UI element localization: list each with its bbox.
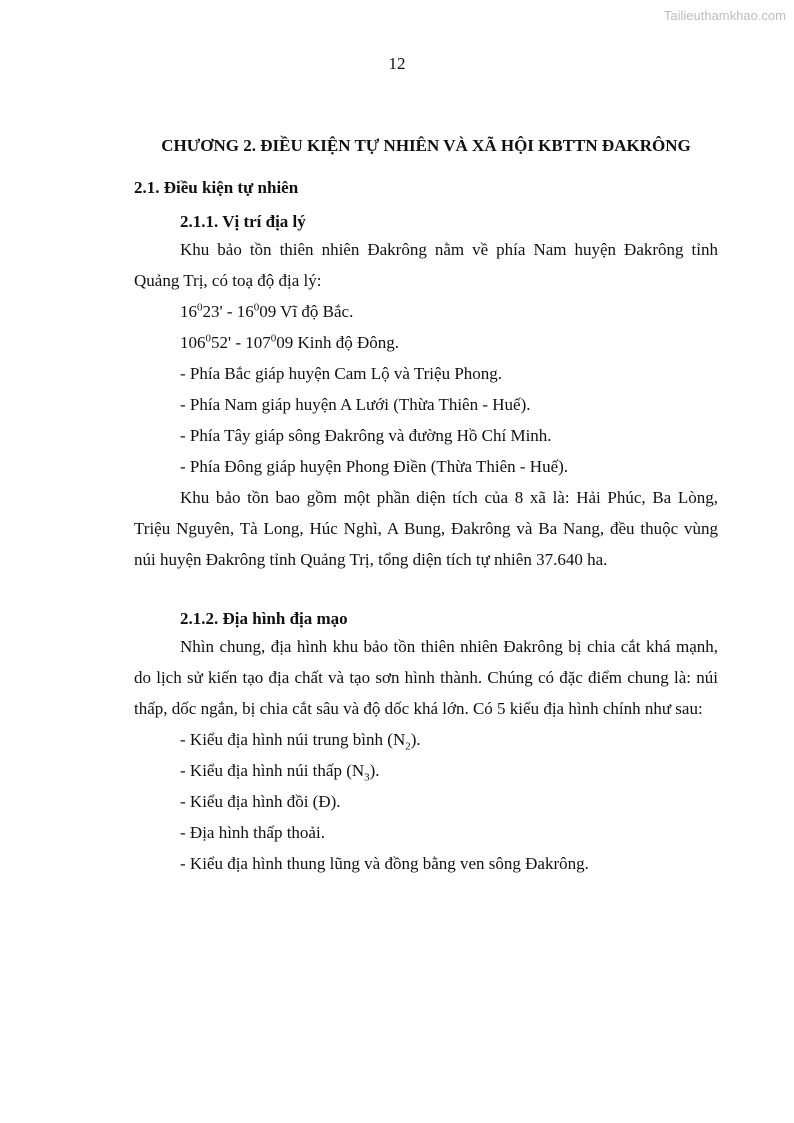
terrain-item-end: ).	[410, 730, 421, 749]
lat-range-end: 09 Vĩ độ Bắc.	[259, 302, 354, 321]
subsection-title-terrain: 2.1.2. Địa hình địa mạo	[180, 609, 348, 628]
border-west: - Phía Tây giáp sông Đakrông và đường Hồ Chí Minh.	[180, 426, 552, 445]
terrain-item-subscript: 2	[405, 740, 411, 753]
lat-range-mid: 23' - 16	[202, 302, 254, 321]
lon-degree-mark-2: 0	[270, 332, 277, 345]
terrain-item-text: - Kiểu địa hình núi thấp (N	[180, 761, 365, 780]
terrain-item-subscript: 3	[364, 771, 370, 784]
terrain-item-valley: - Kiểu địa hình thung lũng và đồng bằng ven sông Đakrông.	[180, 854, 589, 873]
subsection-title-location: 2.1.1. Vị trí địa lý	[180, 212, 306, 231]
page-number: 12	[388, 54, 406, 73]
longitude-line	[134, 327, 718, 358]
location-intro: Khu bảo tồn thiên nhiên Đakrông nằm về phía Nam huyện Đakrông tỉnh Quảng Trị, có toạ độ địa lý:	[134, 240, 718, 290]
terrain-item-medium-mountain	[134, 724, 718, 755]
terrain-item-low-mountain	[134, 755, 718, 786]
terrain-item-text: - Kiểu địa hình núi trung bình (N	[180, 730, 406, 749]
terrain-item-lowland: - Địa hình thấp thoải.	[180, 823, 325, 842]
lat-degree-mark-2: 0	[253, 301, 260, 314]
terrain-intro: Nhìn chung, địa hình khu bảo tồn thiên nhiên Đakrông bị chia cắt khá mạnh, do lịch sử kiến tạo địa chất và tạo sơn hình thành. Chúng có đặc điểm chung là: núi thấp, dốc ngắn, bị chia cắt sâu và độ dốc khá lớn. Có 5 kiểu địa hình chính như sau:	[134, 637, 718, 718]
lon-deg-start: 106	[180, 333, 206, 352]
lon-range-end: 09 Kinh độ Đông.	[276, 333, 400, 352]
border-north: - Phía Bắc giáp huyện Cam Lộ và Triệu Phong.	[180, 364, 503, 383]
lon-range-mid: 52' - 107	[211, 333, 271, 352]
border-east: - Phía Đông giáp huyện Phong Điền (Thừa Thiên - Huế).	[180, 457, 569, 476]
area-paragraph: Khu bảo tồn bao gồm một phần diện tích của 8 xã là: Hải Phúc, Ba Lòng, Triệu Nguyên, Tà Long, Húc Nghì, A Bung, Đakrông và Ba Nang, đều thuộc vùng núi huyện Đakrông tỉnh Quảng Trị, tổng diện tích tự nhiên 37.640 ha.	[134, 488, 718, 569]
watermark: Tailieuthamkhao.com	[663, 8, 786, 23]
terrain-item-end: ).	[369, 761, 380, 780]
document-body	[134, 134, 718, 879]
section-title: 2.1. Điều kiện tự nhiên	[134, 178, 299, 197]
border-south: - Phía Nam giáp huyện A Lưới (Thừa Thiên - Huế).	[180, 395, 531, 414]
lon-degree-mark-1: 0	[205, 332, 211, 345]
latitude-line	[134, 296, 718, 327]
lat-degree-mark-1: 0	[197, 301, 203, 314]
chapter-title: CHƯƠNG 2. ĐIỀU KIỆN TỰ NHIÊN VÀ XÃ HỘI KBTTN ĐAKRÔNG	[161, 136, 691, 155]
lat-deg-start: 16	[180, 302, 197, 321]
terrain-item-hill: - Kiểu địa hình đồi (Đ).	[180, 792, 341, 811]
